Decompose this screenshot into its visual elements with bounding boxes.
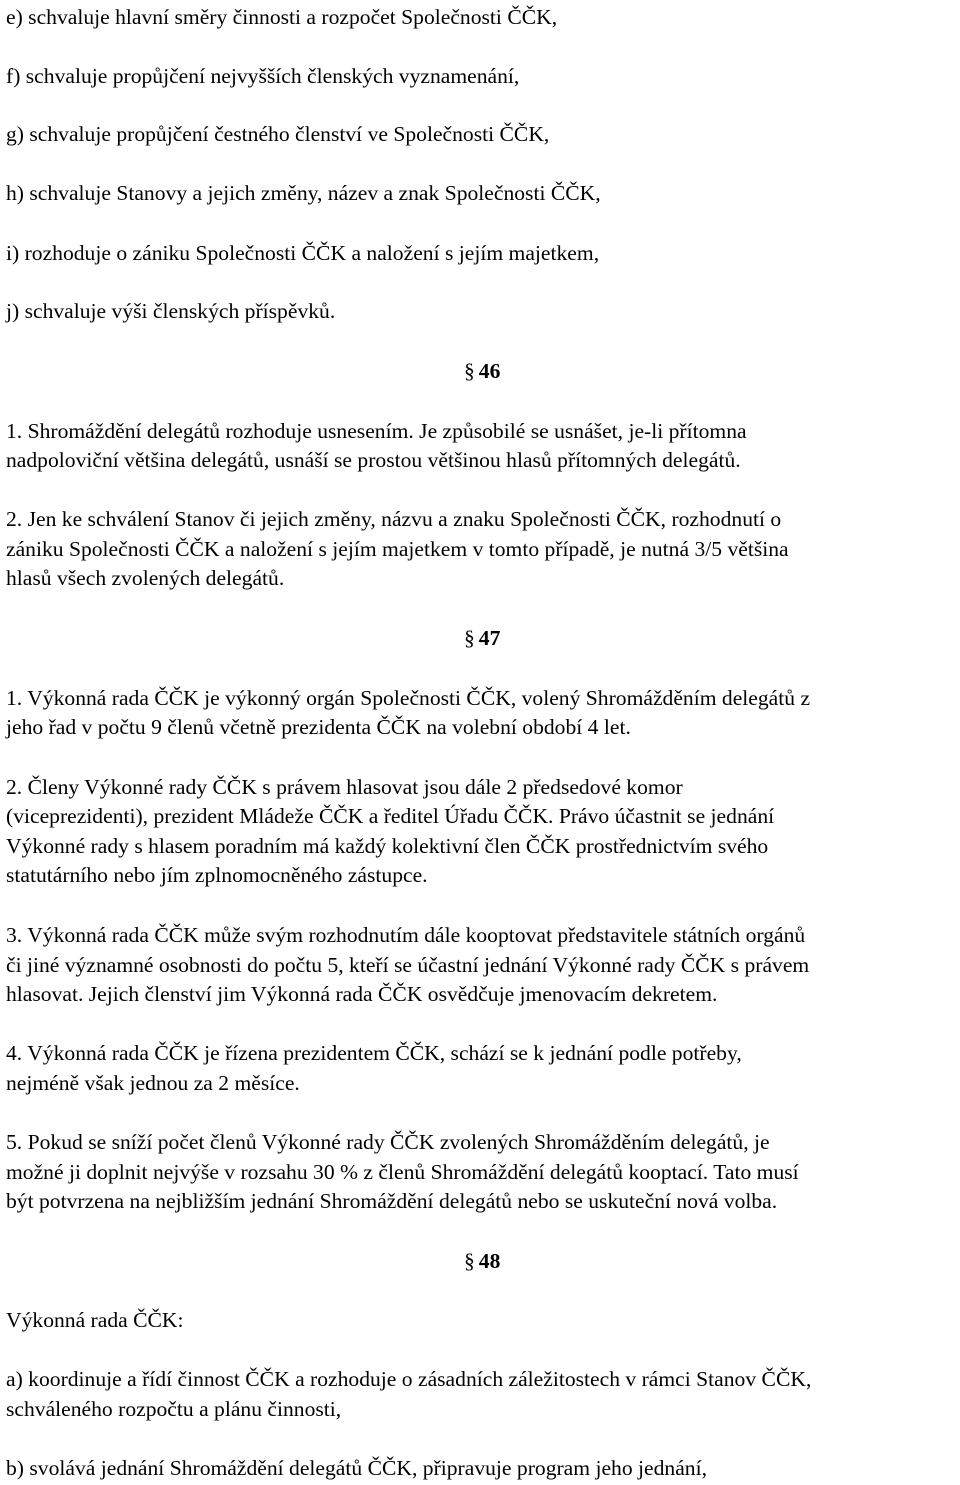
s46-p1-line: 1. Shromáždění delegátů rozhoduje usnesením. Je způsobilé se usnášet, je-li přítomna <box>6 419 747 443</box>
s46-p1-line: nadpoloviční většina delegátů, usnáší se prostou většinou hlasů přítomných delegátů. <box>6 448 741 472</box>
s47-p5-line: 5. Pokud se sníží počet členů Výkonné rady ČČK zvolených Shromážděním delegátů, je <box>6 1130 770 1154</box>
s47-p2-line: statutárního nebo jím zplnomocněného zástupce. <box>6 863 428 887</box>
section-heading-47 <box>464 623 500 653</box>
s48-b-line: b) svolává jednání Shromáždění delegátů ČČK, připravuje program jeho jednání, <box>6 1456 707 1480</box>
s47-p4-line: 4. Výkonná rada ČČK je řízena prezidentem ČČK, schází se k jednání podle potřeby, <box>6 1041 742 1065</box>
section-heading-48 <box>464 1246 500 1276</box>
s46-p2-line: 2. Jen ke schválení Stanov či jejich změny, názvu a znaku Společnosti ČČK, rozhodnutí o <box>6 507 782 531</box>
list-item-g: g) schvaluje propůjčení čestného členství ve Společnosti ČČK, <box>6 122 550 146</box>
s47-p2-line: (viceprezidenti), prezident Mládeže ČČK a ředitel Úřadu ČČK. Právo účastnit se jednání <box>6 804 775 828</box>
list-item-j: j) schvaluje výši členských příspěvků. <box>6 299 336 323</box>
list-item-i: i) rozhoduje o zániku Společnosti ČČK a naložení s jejím majetkem, <box>6 241 600 265</box>
s47-p1-line: 1. Výkonná rada ČČK je výkonný orgán Společnosti ČČK, volený Shromážděním delegátů z <box>6 686 811 710</box>
s47-p3-line: 3. Výkonná rada ČČK může svým rozhodnutím dále kooptovat představitele státních orgánů <box>6 923 806 947</box>
s47-p2-line: Výkonné rady s hlasem poradním má každý kolektivní člen ČČK prostřednictvím svého <box>6 834 769 858</box>
section-number-47: 47 <box>478 626 501 650</box>
s47-p1-line: jeho řad v počtu 9 členů včetně prezidenta ČČK na volební období 4 let. <box>6 715 631 739</box>
section-symbol: § <box>464 359 475 383</box>
s46-p2-line: zániku Společnosti ČČK a naložení s jejím majetkem v tomto případě, je nutná 3/5 většina <box>6 537 789 561</box>
s48-intro: Výkonná rada ČČK: <box>6 1308 184 1332</box>
section-number-46: 46 <box>478 359 501 383</box>
s46-p2-line: hlasů všech zvolených delegátů. <box>6 566 285 590</box>
list-item-h: h) schvaluje Stanovy a jejich změny, název a znak Společnosti ČČK, <box>6 181 601 205</box>
s48-a-line: schváleného rozpočtu a plánu činnosti, <box>6 1397 342 1421</box>
s48-a-line: a) koordinuje a řídí činnost ČČK a rozhoduje o zásadních záležitostech v rámci Stanov ČČK, <box>6 1367 812 1391</box>
section-heading-46 <box>464 356 500 386</box>
s47-p3-line: či jiné významné osobnosti do počtu 5, kteří se účastní jednání Výkonné rady ČČK s právem <box>6 953 810 977</box>
s47-p5-line: možné ji doplnit nejvýše v rozsahu 30 % z členů Shromáždění delegátů kooptací. Tato musí <box>6 1160 799 1184</box>
s47-p4-line: nejméně však jednou za 2 měsíce. <box>6 1071 300 1095</box>
section-symbol: § <box>464 1249 475 1273</box>
list-item-e: e) schvaluje hlavní směry činnosti a rozpočet Společnosti ČČK, <box>6 5 558 29</box>
section-number-48: 48 <box>478 1249 501 1273</box>
list-item-f: f) schvaluje propůjčení nejvyšších členských vyznamenání, <box>6 64 520 88</box>
section-symbol: § <box>464 626 475 650</box>
s47-p2-line: 2. Členy Výkonné rady ČČK s právem hlasovat jsou dále 2 předsedové komor <box>6 775 683 799</box>
s47-p5-line: být potvrzena na nejbližším jednání Shromáždění delegátů nebo se uskuteční nová volba. <box>6 1189 778 1213</box>
s47-p3-line: hlasovat. Jejich členství jim Výkonná rada ČČK osvědčuje jmenovacím dekretem. <box>6 982 718 1006</box>
